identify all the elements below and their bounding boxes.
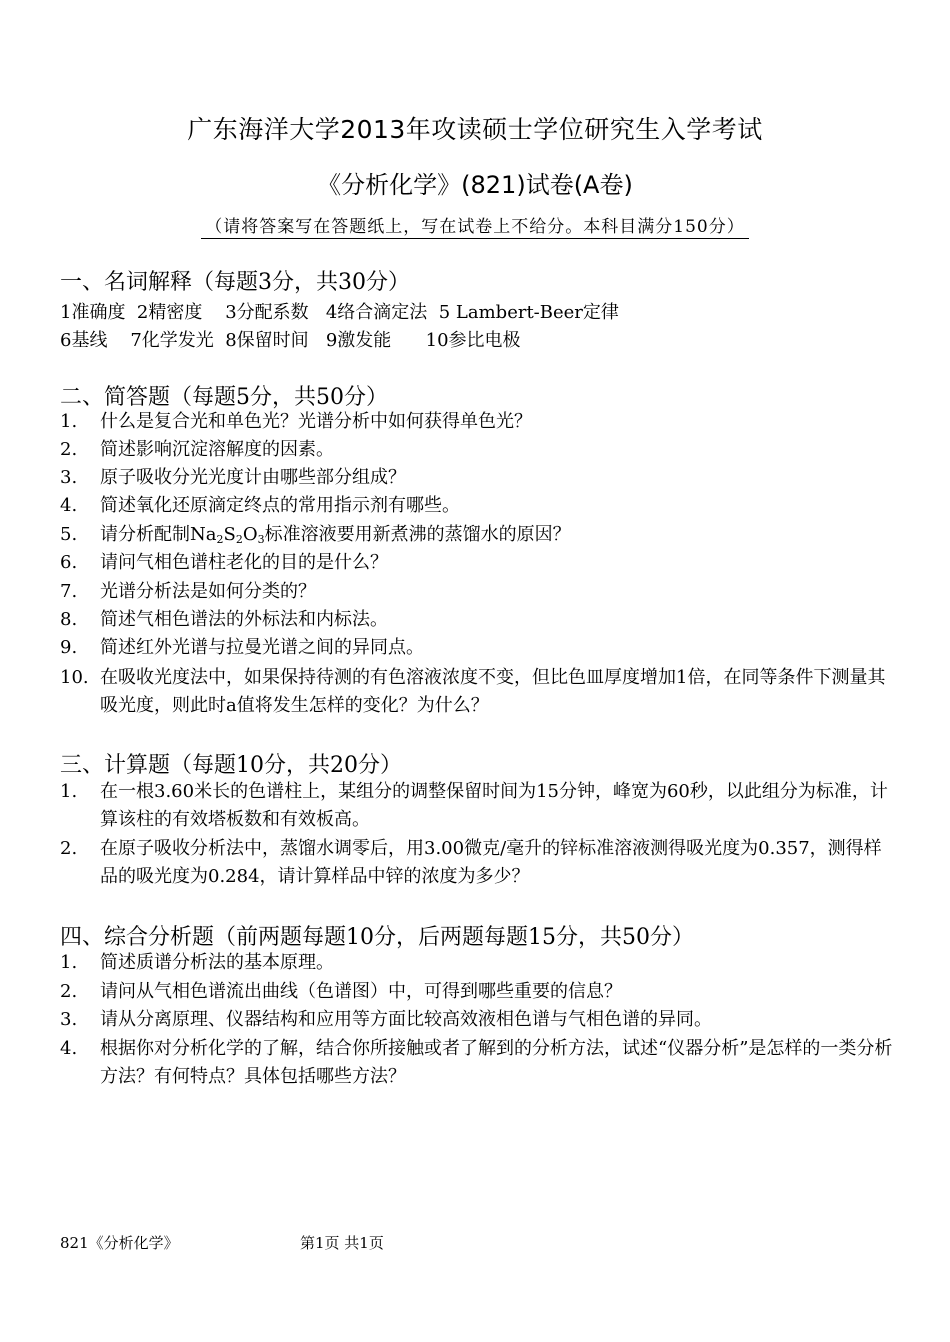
exam-subtitle: 《分析化学》(821)试卷(A卷): [317, 171, 633, 199]
section4-heading: 四、综合分析题（前两题每题10分，后两题每题15分，共50分）: [60, 925, 694, 950]
item-number: 3.: [60, 467, 78, 488]
section2-item-4: [60, 492, 895, 520]
item-text: 简述氧化还原滴定终点的常用指示剂有哪些。: [100, 495, 460, 516]
section1-heading: 一、名词解释（每题3分，共30分）: [60, 270, 410, 295]
section3-heading: 三、计算题（每题10分，共20分）: [60, 753, 402, 778]
section4-item-1: [60, 949, 895, 977]
item-number: 4.: [60, 495, 78, 516]
item-number: 10.: [60, 667, 89, 688]
item-number: 1.: [60, 411, 78, 432]
section3-item-2: [60, 835, 895, 891]
item-number: 2.: [60, 439, 78, 460]
item-number: 8.: [60, 609, 78, 630]
section2-item-10: [60, 664, 895, 720]
item-number: 5.: [60, 524, 78, 545]
item-text: 请从分离原理、仪器结构和应用等方面比较高效液相色谱与气相色谱的异同。: [100, 1009, 712, 1030]
item-number: 6.: [60, 552, 78, 573]
exam-title: 广东海洋大学2013年攻读硕士学位研究生入学考试: [187, 115, 763, 144]
item-text: 什么是复合光和单色光？光谱分析中如何获得单色光？: [100, 411, 532, 432]
item-number: 4.: [60, 1038, 78, 1059]
exam-note: [0, 212, 950, 237]
item-text: 在原子吸收分析法中，蒸馏水调零后，用3.00微克/毫升的锌标准溶液测得吸光度为0.357，测得样品的吸光度为0.284，请计算样品中锌的浓度为多少？: [100, 838, 882, 887]
section1-line1: 1准确度 2精密度 3分配系数 4络合滴定法 5 Lambert-Beer定律: [60, 302, 619, 323]
item-text: 请问气相色谱柱老化的目的是什么？: [100, 552, 388, 573]
item-number: 9.: [60, 637, 78, 658]
section2-item-9: [60, 634, 895, 662]
item-text: 在一根3.60米长的色谱柱上，某组分的调整保留时间为15分钟，峰宽为60秒，以此组分为标准，计算该柱的有效塔板数和有效板高。: [100, 781, 888, 830]
section2-item-5: [60, 521, 895, 549]
item-text: 请问从气相色谱流出曲线（色谱图）中，可得到哪些重要的信息？: [100, 981, 622, 1002]
item-number: 2.: [60, 981, 78, 1002]
item-number: 1.: [60, 952, 78, 973]
item-text: 简述影响沉淀溶解度的因素。: [100, 439, 334, 460]
section2-item-6: [60, 549, 895, 577]
section2-item-1: [60, 408, 895, 436]
item-number: 3.: [60, 1009, 78, 1030]
item-number: 7.: [60, 581, 78, 602]
section3-item-1: [60, 778, 895, 834]
section2-item-7: [60, 578, 895, 606]
section2-item-8: [60, 606, 895, 634]
item-text: 原子吸收分光光度计由哪些部分组成？: [100, 467, 406, 488]
item-text: 请分析配制$Na_2S_2O_3$标准溶液要用新煮沸的蒸馏水的原因？: [100, 524, 571, 546]
footer-page-number: 第1页 共1页: [300, 1234, 384, 1252]
item-number: 2.: [60, 838, 78, 859]
item-text: 根据你对分析化学的了解，结合你所接触或者了解到的分析方法，试述“仪器分析”是怎样的一类分析方法？有何特点？具体包括哪些方法？: [100, 1038, 893, 1087]
section2-item-3: [60, 464, 895, 492]
item-text: 在吸收光度法中，如果保持待测的有色溶液浓度不变，但比色皿厚度增加1倍，在同等条件下测量其吸光度，则此时a值将发生怎样的变化？为什么？: [100, 667, 886, 716]
section2-item-2: [60, 436, 895, 464]
section4-item-3: [60, 1006, 895, 1034]
item-text: 简述气相色谱法的外标法和内标法。: [100, 609, 388, 630]
item-text: 简述质谱分析法的基本原理。: [100, 952, 334, 973]
exam-note-text: （请将答案写在答题纸上，写在试卷上不给分。本科目满分150分）: [201, 217, 748, 239]
section2-heading: 二、简答题（每题5分，共50分）: [60, 385, 388, 410]
item-number: 1.: [60, 781, 78, 802]
section4-item-4: [60, 1035, 895, 1091]
item-text: 简述红外光谱与拉曼光谱之间的异同点。: [100, 637, 424, 658]
section4-item-2: [60, 978, 895, 1006]
section1-line2: 6基线 7化学发光 8保留时间 9激发能 10参比电极: [60, 330, 521, 351]
item-text: 光谱分析法是如何分类的？: [100, 581, 316, 602]
footer-course: 821《分析化学》: [60, 1234, 179, 1252]
